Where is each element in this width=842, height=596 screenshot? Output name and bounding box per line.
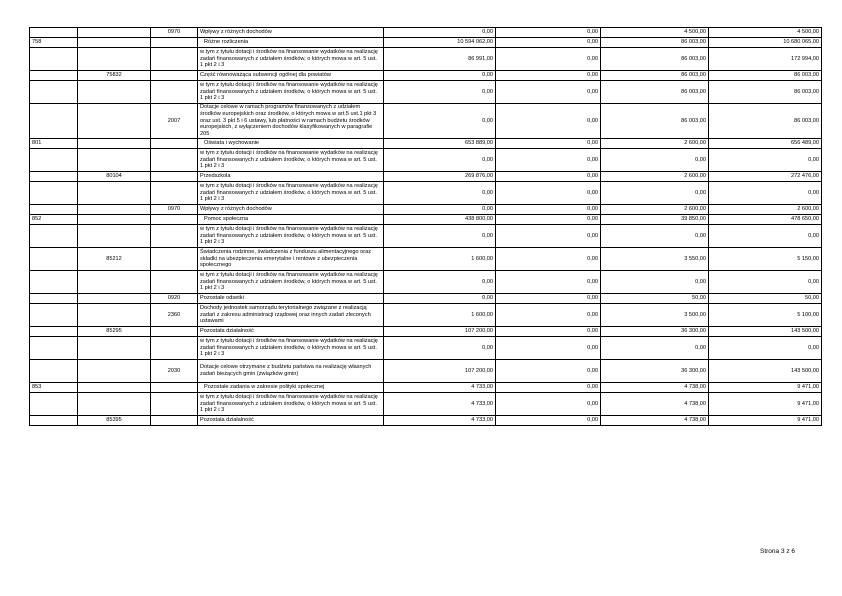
increase-cell: 3 500,00: [601, 304, 709, 327]
rozdzial-cell: [78, 149, 151, 172]
dzial-cell: [30, 393, 78, 416]
increase-cell: 86 003,00: [601, 71, 709, 81]
increase-cell: 0,00: [601, 225, 709, 248]
increase-cell: 4 738,00: [601, 416, 709, 426]
plan-cell: 107 200,00: [384, 360, 496, 383]
plan-cell: 4 733,00: [384, 416, 496, 426]
rozdzial-cell: [78, 205, 151, 215]
paragraf-cell: 2007: [151, 104, 198, 139]
paragraf-cell: 2360: [151, 304, 198, 327]
rozdzial-cell: [78, 271, 151, 294]
dzial-cell: [30, 81, 78, 104]
decrease-cell: 0,00: [496, 215, 601, 225]
plan-cell: 1 600,00: [384, 248, 496, 271]
plan-cell: 4 733,00: [384, 383, 496, 393]
after-change-cell: 50,00: [709, 294, 822, 304]
description-cell: Dotacje celowe w ramach programów finansowanych z udziałem środków europejskich oraz środków, o których mowa w art.5 ust.1 pkt 3 oraz ust. 3 pkt 5 i 6 ustawy, lub płatności w ramach budżetu środków europejskich, z wyłączeniem dochodów klasyfikowanych w paragrafie 205: [198, 104, 384, 139]
decrease-cell: 0,00: [496, 139, 601, 149]
paragraf-cell: 0920: [151, 294, 198, 304]
increase-cell: 0,00: [601, 182, 709, 205]
after-change-cell: 0,00: [709, 271, 822, 294]
decrease-cell: 0,00: [496, 383, 601, 393]
decrease-cell: 0,00: [496, 337, 601, 360]
table-row: [30, 81, 822, 104]
after-change-cell: 656 489,00: [709, 139, 822, 149]
dzial-cell: [30, 416, 78, 426]
description-cell: Różne rozliczenia: [198, 38, 384, 48]
dzial-cell: [30, 205, 78, 215]
dzial-cell: [30, 182, 78, 205]
plan-cell: 107 200,00: [384, 327, 496, 337]
after-change-cell: 86 003,00: [709, 104, 822, 139]
table-row: [30, 215, 822, 225]
dzial-cell: [30, 149, 78, 172]
increase-cell: 0,00: [601, 271, 709, 294]
increase-cell: 3 550,00: [601, 248, 709, 271]
paragraf-cell: [151, 48, 198, 71]
rozdzial-cell: [78, 28, 151, 38]
increase-cell: 4 500,00: [601, 28, 709, 38]
paragraf-cell: [151, 38, 198, 48]
paragraf-cell: 2030: [151, 360, 198, 383]
table-row: [30, 48, 822, 71]
decrease-cell: 0,00: [496, 172, 601, 182]
after-change-cell: 9 471,00: [709, 416, 822, 426]
after-change-cell: 0,00: [709, 182, 822, 205]
table-row: [30, 104, 822, 139]
table-row: [30, 28, 822, 38]
dzial-cell: 758: [30, 38, 78, 48]
paragraf-cell: 0970: [151, 28, 198, 38]
paragraf-cell: [151, 327, 198, 337]
description-cell: w tym z tytułu dotacji i środków na finansowanie wydatków na realizację zadań finansowanych z udziałem środków, o których mowa w art. 5 ust. 1 pkt 2 i 3: [198, 225, 384, 248]
table-row: [30, 139, 822, 149]
description-cell: Wpływy z różnych dochodów: [198, 205, 384, 215]
plan-cell: 0,00: [384, 104, 496, 139]
after-change-cell: 143 500,00: [709, 360, 822, 383]
table-row: [30, 225, 822, 248]
table-row: [30, 38, 822, 48]
description-cell: Dotacje celowe otrzymane z budżetu państwa na realizację własnych zadań bieżących gmin (związków gmin): [198, 360, 384, 383]
decrease-cell: 0,00: [496, 48, 601, 71]
table-row: [30, 271, 822, 294]
decrease-cell: 0,00: [496, 393, 601, 416]
increase-cell: 36 300,00: [601, 327, 709, 337]
rozdzial-cell: [78, 383, 151, 393]
rozdzial-cell: 85212: [78, 248, 151, 271]
decrease-cell: 0,00: [496, 182, 601, 205]
decrease-cell: 0,00: [496, 248, 601, 271]
dzial-cell: [30, 48, 78, 71]
rozdzial-cell: [78, 48, 151, 71]
after-change-cell: 86 003,00: [709, 81, 822, 104]
paragraf-cell: [151, 248, 198, 271]
paragraf-cell: [151, 71, 198, 81]
rozdzial-cell: [78, 139, 151, 149]
dzial-cell: [30, 304, 78, 327]
rozdzial-cell: [78, 104, 151, 139]
table-row: [30, 205, 822, 215]
plan-cell: 0,00: [384, 71, 496, 81]
dzial-cell: 801: [30, 139, 78, 149]
dzial-cell: [30, 71, 78, 81]
increase-cell: 86 003,00: [601, 81, 709, 104]
increase-cell: 0,00: [601, 337, 709, 360]
description-cell: w tym z tytułu dotacji i środków na finansowanie wydatków na realizację zadań finansowanych z udziałem środków, o których mowa w art. 5 ust. 1 pkt 2 i 3: [198, 337, 384, 360]
plan-cell: 0,00: [384, 205, 496, 215]
table-row: [30, 182, 822, 205]
plan-cell: 0,00: [384, 294, 496, 304]
description-cell: Pozostała działalność: [198, 416, 384, 426]
description-cell: Część równoważąca subwencji ogólnej dla powiatów: [198, 71, 384, 81]
dzial-cell: [30, 104, 78, 139]
rozdzial-cell: [78, 304, 151, 327]
after-change-cell: 5 100,00: [709, 304, 822, 327]
dzial-cell: [30, 337, 78, 360]
paragraf-cell: [151, 182, 198, 205]
increase-cell: 0,00: [601, 149, 709, 172]
paragraf-cell: [151, 172, 198, 182]
paragraf-cell: [151, 416, 198, 426]
decrease-cell: 0,00: [496, 360, 601, 383]
paragraf-cell: 0970: [151, 205, 198, 215]
decrease-cell: 0,00: [496, 38, 601, 48]
description-cell: w tym z tytułu dotacji i środków na finansowanie wydatków na realizację zadań finansowanych z udziałem środków, o których mowa w art. 5 ust. 1 pkt 2 i 3: [198, 182, 384, 205]
after-change-cell: 10 680 065,00: [709, 38, 822, 48]
rozdzial-cell: [78, 215, 151, 225]
dzial-cell: [30, 172, 78, 182]
description-cell: Pozostałe zadania w zakresie polityki społecznej: [198, 383, 384, 393]
description-cell: Pomoc społeczna: [198, 215, 384, 225]
decrease-cell: 0,00: [496, 225, 601, 248]
description-cell: Pozostała działalność: [198, 327, 384, 337]
after-change-cell: 478 650,00: [709, 215, 822, 225]
increase-cell: 86 003,00: [601, 104, 709, 139]
table-row: [30, 248, 822, 271]
description-cell: w tym z tytułu dotacji i środków na finansowanie wydatków na realizację zadań finansowanych z udziałem środków, o których mowa w art. 5 ust. 1 pkt 2 i 3: [198, 271, 384, 294]
after-change-cell: 143 500,00: [709, 327, 822, 337]
after-change-cell: 5 150,00: [709, 248, 822, 271]
table-row: [30, 360, 822, 383]
table-row: [30, 416, 822, 426]
rozdzial-cell: [78, 294, 151, 304]
paragraf-cell: [151, 215, 198, 225]
plan-cell: 0,00: [384, 149, 496, 172]
description-cell: w tym z tytułu dotacji i środków na finansowanie wydatków na realizację zadań finansowanych z udziałem środków, o których mowa w art. 5 ust. 1 pkt 2 i 3: [198, 81, 384, 104]
budget-table: [29, 27, 822, 426]
dzial-cell: [30, 360, 78, 383]
after-change-cell: 9 471,00: [709, 393, 822, 416]
description-cell: w tym z tytułu dotacji i środków na finansowanie wydatków na realizację zadań finansowanych z udziałem środków, o których mowa w art. 5 ust. 1 pkt 2 i 3: [198, 149, 384, 172]
paragraf-cell: [151, 139, 198, 149]
plan-cell: 0,00: [384, 28, 496, 38]
dzial-cell: [30, 271, 78, 294]
dzial-cell: 853: [30, 383, 78, 393]
after-change-cell: 9 471,00: [709, 383, 822, 393]
after-change-cell: 4 500,00: [709, 28, 822, 38]
paragraf-cell: [151, 81, 198, 104]
after-change-cell: 0,00: [709, 149, 822, 172]
dzial-cell: [30, 327, 78, 337]
after-change-cell: 86 003,00: [709, 71, 822, 81]
table-row: [30, 71, 822, 81]
after-change-cell: 172 994,00: [709, 48, 822, 71]
decrease-cell: 0,00: [496, 304, 601, 327]
table-row: [30, 304, 822, 327]
decrease-cell: 0,00: [496, 327, 601, 337]
rozdzial-cell: [78, 393, 151, 416]
paragraf-cell: [151, 383, 198, 393]
increase-cell: 36 300,00: [601, 360, 709, 383]
rozdzial-cell: [78, 360, 151, 383]
rozdzial-cell: [78, 337, 151, 360]
after-change-cell: 0,00: [709, 337, 822, 360]
description-cell: Oświata i wychowanie: [198, 139, 384, 149]
plan-cell: 0,00: [384, 337, 496, 360]
plan-cell: 10 594 062,00: [384, 38, 496, 48]
table-row: [30, 337, 822, 360]
rozdzial-cell: 75832: [78, 71, 151, 81]
plan-cell: 438 800,00: [384, 215, 496, 225]
rozdzial-cell: [78, 81, 151, 104]
decrease-cell: 0,00: [496, 28, 601, 38]
description-cell: w tym z tytułu dotacji i środków na finansowanie wydatków na realizację zadań finansowanych z udziałem środków, o których mowa w art. 5 ust. 1 pkt 2 i 3: [198, 48, 384, 71]
plan-cell: 653 889,00: [384, 139, 496, 149]
increase-cell: 4 738,00: [601, 393, 709, 416]
after-change-cell: 272 476,00: [709, 172, 822, 182]
paragraf-cell: [151, 393, 198, 416]
rozdzial-cell: 85395: [78, 416, 151, 426]
plan-cell: 4 733,00: [384, 393, 496, 416]
table-row: [30, 172, 822, 182]
plan-cell: 0,00: [384, 81, 496, 104]
dzial-cell: [30, 294, 78, 304]
decrease-cell: 0,00: [496, 104, 601, 139]
increase-cell: 86 003,00: [601, 48, 709, 71]
description-cell: w tym z tytułu dotacji i środków na finansowanie wydatków na realizację zadań finansowanych z udziałem środków, o których mowa w art. 5 ust. 1 pkt 2 i 3: [198, 393, 384, 416]
increase-cell: 39 850,00: [601, 215, 709, 225]
dzial-cell: 852: [30, 215, 78, 225]
decrease-cell: 0,00: [496, 416, 601, 426]
table-row: [30, 149, 822, 172]
decrease-cell: 0,00: [496, 81, 601, 104]
table-row: [30, 393, 822, 416]
increase-cell: 2 600,00: [601, 205, 709, 215]
after-change-cell: 0,00: [709, 225, 822, 248]
rozdzial-cell: 85295: [78, 327, 151, 337]
rozdzial-cell: 80104: [78, 172, 151, 182]
rozdzial-cell: [78, 182, 151, 205]
plan-cell: 0,00: [384, 182, 496, 205]
increase-cell: 50,00: [601, 294, 709, 304]
after-change-cell: 2 600,00: [709, 205, 822, 215]
paragraf-cell: [151, 271, 198, 294]
dzial-cell: [30, 248, 78, 271]
paragraf-cell: [151, 149, 198, 172]
dzial-cell: [30, 28, 78, 38]
table-row: [30, 294, 822, 304]
description-cell: Świadczenia rodzinne, świadczenia z funduszu alimentacyjnego oraz składki na ubezpieczenia emerytalne i rentowe z ubezpieczenia społecznego: [198, 248, 384, 271]
description-cell: Wpływy z różnych dochodów: [198, 28, 384, 38]
plan-cell: 1 600,00: [384, 304, 496, 327]
budget-table-body: [30, 28, 822, 426]
rozdzial-cell: [78, 38, 151, 48]
increase-cell: 2 600,00: [601, 139, 709, 149]
table-row: [30, 383, 822, 393]
plan-cell: 0,00: [384, 225, 496, 248]
description-cell: Dochody jednostek samorządu terytorialnego związane z realizacją zadań z zakresu administracji rządowej oraz innych zadań zleconych ustawami: [198, 304, 384, 327]
decrease-cell: 0,00: [496, 149, 601, 172]
increase-cell: 4 738,00: [601, 383, 709, 393]
page-number: Strona 3 z 6: [760, 548, 796, 555]
plan-cell: 269 876,00: [384, 172, 496, 182]
paragraf-cell: [151, 225, 198, 248]
decrease-cell: 0,00: [496, 271, 601, 294]
increase-cell: 86 003,00: [601, 38, 709, 48]
rozdzial-cell: [78, 225, 151, 248]
description-cell: Pozostałe odsetki: [198, 294, 384, 304]
decrease-cell: 0,00: [496, 205, 601, 215]
plan-cell: 0,00: [384, 271, 496, 294]
dzial-cell: [30, 225, 78, 248]
decrease-cell: 0,00: [496, 71, 601, 81]
plan-cell: 86 991,00: [384, 48, 496, 71]
description-cell: Przedszkola: [198, 172, 384, 182]
paragraf-cell: [151, 337, 198, 360]
decrease-cell: 0,00: [496, 294, 601, 304]
increase-cell: 2 600,00: [601, 172, 709, 182]
table-row: [30, 327, 822, 337]
